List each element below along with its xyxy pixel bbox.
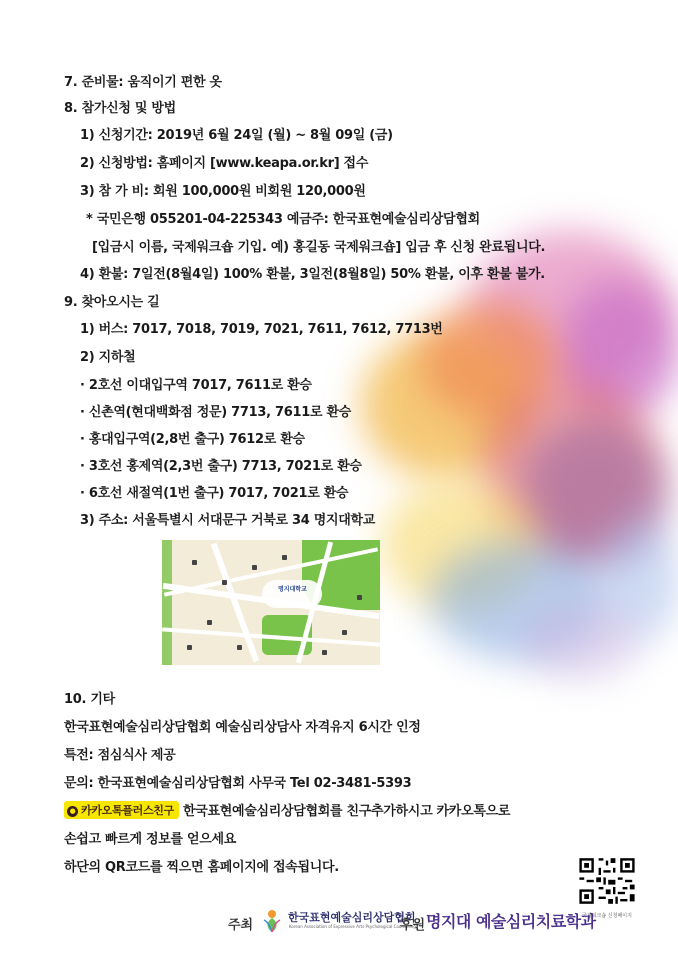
qr-code-image — [577, 855, 637, 907]
certification-note: 한국표현예술심리상담협회 예술심리상담사 자격유지 6시간 인정 — [64, 720, 421, 735]
sponsor-label: 후원 — [400, 918, 426, 933]
deposit-note: [입금시 이름, 국제워크숍 기입. 예) 홍길동 국제워크숍] 입금 후 신청 완료됩니다. — [92, 240, 546, 255]
association-logo-icon — [260, 908, 284, 934]
section-9-heading: 9. 찾아오시는 길 — [64, 295, 160, 310]
bus-routes: 1) 버스: 7017, 7018, 7019, 7021, 7611, 7612, 7713번 — [80, 322, 443, 337]
lunch-note: 특전: 점심식사 제공 — [64, 748, 176, 763]
location-map — [162, 540, 380, 665]
subway-item: · 홍대입구역(2,8번 출구) 7612로 환승 — [80, 432, 305, 447]
section-10-heading: 10. 기타 — [64, 692, 115, 707]
host-org-en: Korean Association of Expressive Arts Psychological Counseling — [289, 924, 416, 929]
bank-account: * 국민은행 055201-04-225343 예금주: 한국표현예술심리상담협회 — [86, 212, 480, 227]
info-note: 손쉽고 빠르게 정보를 얻으세요 — [64, 832, 237, 847]
kakao-talk-icon: ● — [67, 806, 78, 817]
subway-item: · 6호선 새절역(1번 출구) 7017, 7021로 환승 — [80, 486, 349, 501]
kakao-plus-friend-badge[interactable] — [64, 801, 179, 819]
kakao-text: 한국표현예술심리상담협회를 친구추가하시고 카카오톡으로 — [182, 804, 511, 819]
sponsor-org: 명지대 예술심리치료학과 — [426, 912, 596, 931]
refund-policy: 4) 환불: 7일전(8월4일) 100% 환불, 3일전(8월8일) 50% 환불, 이후 환불 불가. — [80, 267, 545, 282]
host-label: 주최 — [228, 918, 254, 933]
section-8-heading: 8. 참가신청 및 방법 — [64, 101, 176, 116]
apply-method: 2) 신청방법: 홈페이지 [www.keapa.or.kr] 접수 — [80, 156, 369, 171]
kakao-line — [64, 800, 510, 820]
host-logo — [260, 908, 284, 938]
address: 3) 주소: 서울특별시 서대문구 거북로 34 명지대학교 — [80, 513, 376, 528]
fee: 3) 참 가 비: 회원 100,000원 비회원 120,000원 — [80, 184, 366, 199]
campus-label: 명지대학교 — [278, 586, 307, 593]
host-org: 한국표현예술심리상담협회 — [288, 911, 416, 924]
qr-code[interactable] — [577, 855, 637, 919]
subway-heading: 2) 지하철 — [80, 350, 136, 365]
subway-item: · 3호선 홍제역(2,3번 출구) 7713, 7021로 환승 — [80, 459, 362, 474]
qr-caption: 국제워크숍 신청페이지 — [582, 913, 632, 919]
contact-info: 문의: 한국표현예술심리상담협회 사무국 Tel 02-3481-5393 — [64, 776, 412, 791]
kakao-badge-label: 카카오톡플러스친구 — [81, 804, 174, 817]
apply-period: 1) 신청기간: 2019년 6월 24일 (월) ~ 8월 09일 (금) — [80, 128, 393, 143]
subway-item: · 신촌역(현대백화점 정문) 7713, 7611로 환승 — [80, 405, 352, 420]
qr-note: 하단의 QR코드를 찍으면 홈페이지에 접속됩니다. — [64, 860, 339, 875]
section-7-supplies: 7. 준비물: 움직이기 편한 옷 — [64, 75, 222, 90]
subway-item: · 2호선 이대입구역 7017, 7611로 환승 — [80, 378, 312, 393]
